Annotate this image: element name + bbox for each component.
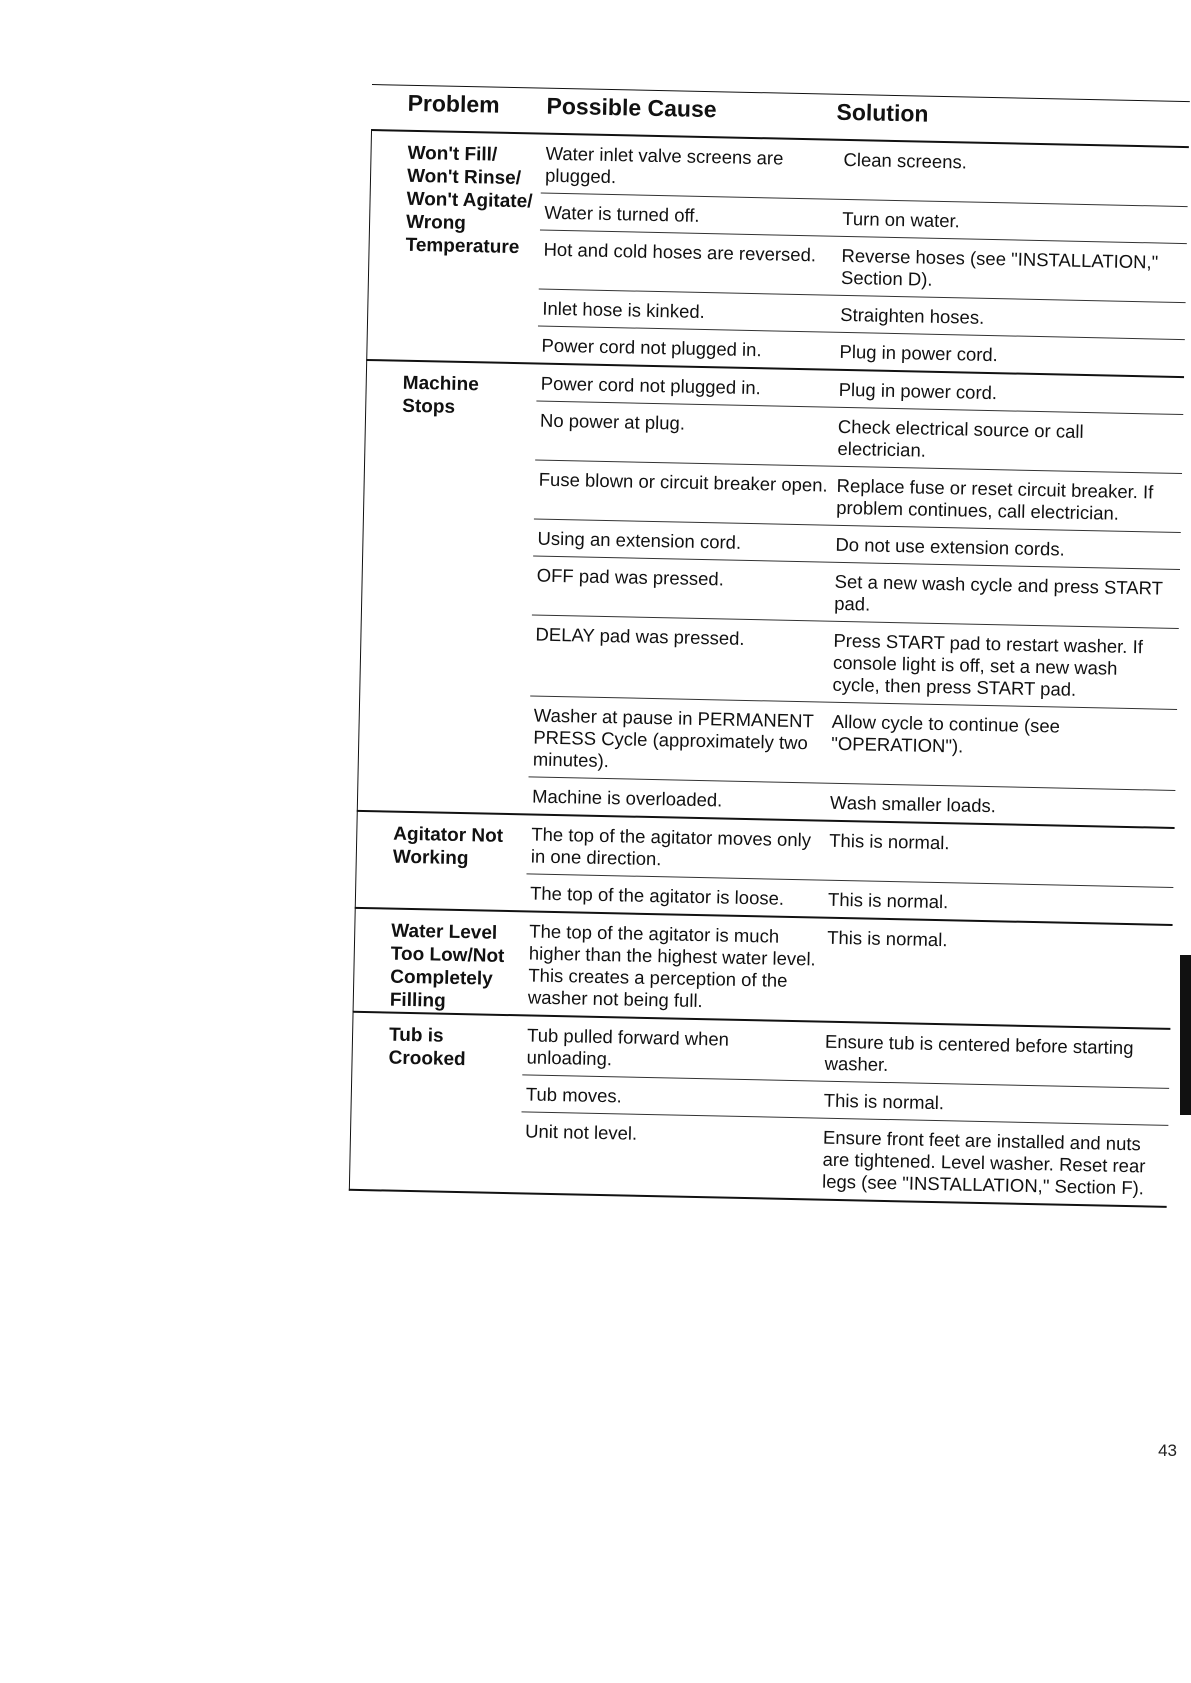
possible-cause-cell: No power at plug. — [539, 409, 686, 434]
problem-section — [355, 812, 1175, 926]
possible-cause-cell: Power cord not plugged in. — [540, 372, 762, 399]
cause-solution-rows — [520, 1016, 1171, 1206]
solution-cell: Plug in power cord. — [838, 378, 998, 404]
possible-cause-cell: Inlet hose is kinked. — [542, 297, 706, 323]
possible-cause-cell: Hot and cold hoses are reversed. — [543, 238, 817, 266]
problem-label: Won't Fill/ Won't Rinse/ Won't Agitate/ Wrong Temperature — [405, 142, 533, 259]
table-body — [349, 131, 1189, 1208]
header-solution: Solution — [836, 98, 929, 127]
possible-cause-cell: The top of the agitator moves only in one direction. — [530, 823, 812, 870]
solution-cell: Straighten hoses. — [840, 303, 985, 328]
solution-cell: Clean screens. — [843, 148, 968, 173]
solution-cell: This is normal. — [827, 888, 949, 913]
possible-cause-cell: Water inlet valve screens are plugged. — [544, 142, 784, 188]
possible-cause-cell: Fuse blown or circuit breaker open. — [538, 468, 828, 496]
header-problem: Problem — [407, 89, 500, 118]
possible-cause-cell: Unit not level. — [524, 1120, 638, 1144]
possible-cause-cell: Using an extension cord. — [537, 527, 742, 553]
cause-solution-rows — [524, 912, 1173, 1028]
solution-cell: This is normal. — [823, 1089, 945, 1114]
possible-cause-cell: Water is turned off. — [544, 201, 700, 226]
cause-solution-rows — [537, 135, 1189, 376]
solution-cell: Do not use extension cords. — [835, 533, 1065, 560]
problem-section — [349, 1013, 1171, 1208]
solution-cell: Turn on water. — [842, 207, 961, 232]
solution-cell: This is normal. — [827, 926, 948, 951]
scan-speckle — [150, 1000, 330, 1014]
solution-cell: This is normal. — [829, 829, 950, 854]
possible-cause-cell: The top of the agitator is much higher than the highest water level. This creates a perception of the washer not being full. — [527, 920, 816, 1012]
solution-cell: Wash smaller loads. — [829, 791, 997, 817]
page-number: 43 — [1158, 1441, 1177, 1460]
possible-cause-cell: OFF pad was pressed. — [536, 564, 725, 590]
header-possible-cause: Possible Cause — [546, 92, 717, 123]
possible-cause-cell: Washer at pause in PERMANENT PRESS Cycle (approximately two minutes). — [532, 704, 814, 772]
table-row — [529, 696, 1178, 791]
possible-cause-cell: DELAY pad was pressed. — [535, 623, 745, 649]
solution-cell: Ensure tub is centered before starting washer. — [824, 1030, 1134, 1076]
table-row — [524, 912, 1173, 1028]
problem-label: Tub is Crooked — [388, 1024, 466, 1071]
possible-cause-cell: Machine is overloaded. — [531, 785, 723, 811]
possible-cause-cell: The top of the agitator is loose. — [529, 882, 785, 909]
possible-cause-cell: Tub pulled forward when unloading. — [526, 1024, 730, 1070]
solution-cell: Allow cycle to continue (see "OPERATION"). — [831, 710, 1061, 757]
problem-section — [357, 361, 1184, 829]
possible-cause-cell: Power cord not plugged in. — [541, 334, 762, 361]
solution-cell: Plug in power cord. — [839, 340, 999, 366]
solution-cell: Ensure front feet are installed and nuts are tightened. Level washer. Reset rear legs (see "INSTALLATION," Section F). — [821, 1126, 1146, 1199]
edge-tab-marker — [1180, 955, 1191, 1115]
problem-label: Water Level Too Low/Not Completely Filling — [389, 920, 505, 1012]
problem-section — [353, 909, 1173, 1030]
solution-cell: Replace fuse or reset circuit breaker. If problem continues, call electrician. — [836, 474, 1154, 524]
table-row — [530, 615, 1179, 710]
table-row — [520, 1112, 1169, 1206]
cause-solution-rows — [526, 815, 1175, 924]
possible-cause-cell: Tub moves. — [525, 1083, 623, 1107]
solution-cell: Set a new wash cycle and press START pad. — [834, 570, 1163, 615]
problem-label: Machine Stops — [402, 372, 479, 418]
problem-label: Agitator Not Working — [392, 823, 504, 870]
troubleshooting-table — [349, 84, 1190, 1208]
cause-solution-rows — [528, 365, 1184, 827]
solution-cell: Check electrical source or call electrician. — [837, 415, 1084, 461]
solution-cell: Reverse hoses (see "INSTALLATION," Section D). — [840, 244, 1159, 290]
solution-cell: Press START pad to restart washer. If console light is off, set a new wash cycle, then press START pad. — [832, 629, 1144, 700]
problem-section — [366, 131, 1189, 378]
